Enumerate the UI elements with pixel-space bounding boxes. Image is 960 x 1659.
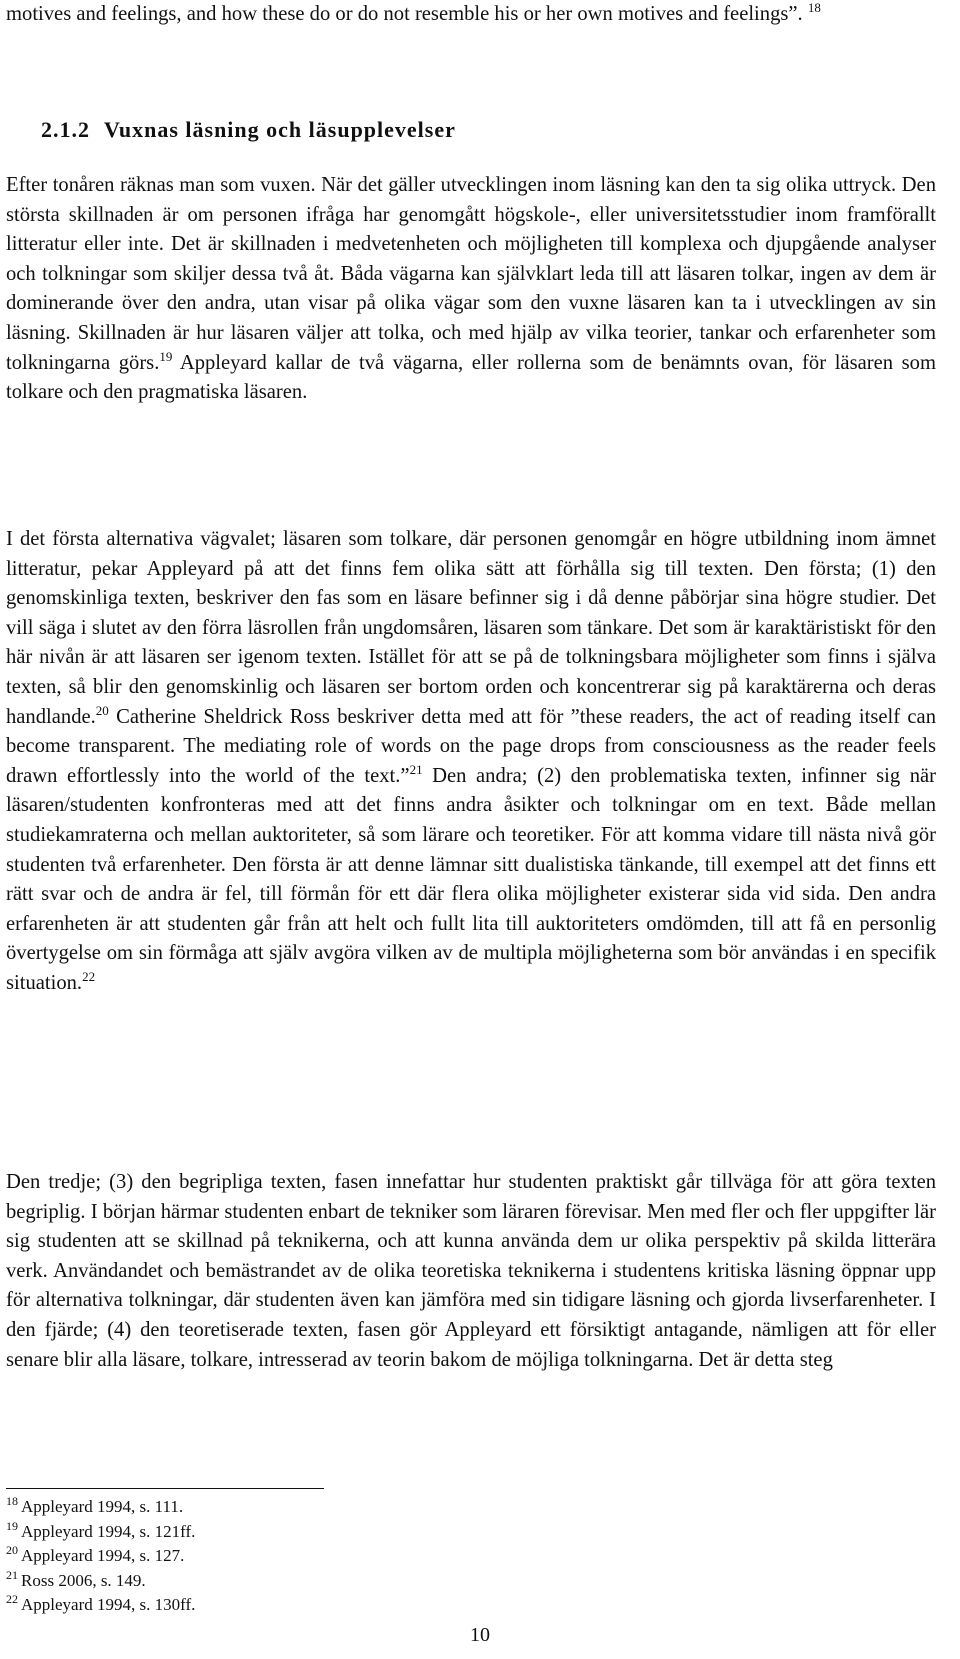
paragraph-1-text-b: Appleyard kallar de två vägarna, eller rollerna som de benämnts ovan, för läsaren som tolkare och den pragmatiska läsaren. [6, 351, 936, 404]
footnote-number: 20 [6, 1543, 18, 1558]
footnote-ref-20: 20 [95, 702, 109, 718]
intro-paragraph [6, 0, 936, 30]
section-title: Vuxnas läsning och läsupplevelser [104, 117, 456, 142]
intro-text: motives and feelings, and how these do or do not resemble his or her own motives and feelings”. [6, 3, 803, 25]
paragraph-2-text-b: Catherine Sheldrick Ross beskriver detta med att för ”these readers, the act of reading itself can become transparent. The mediating role of words on the page drops from consciousness as the reader feels drawn effortlessly into the world of the text.” [6, 705, 936, 787]
paragraph-3-text: Den tredje; (3) den begripliga texten, fasen innefattar hur studenten praktiskt går tillväga för att göra texten begriplig. I början härmar studenten enbart de tekniker som läraren förevisar. Men med fler och fler uppgifter lär sig studenten att se skillnad på teknikerna, och att kunna använda dem ur olika perspektiv på skilda litterära verk. Användandet och bemästrandet av de olika teoretiska teknikerna i studentens kritiska läsning öppnar upp för alternativa tolkningar, där studenten även kan jämföra med sin tidigare läsning och gjorda livserfarenheter. I den fjärde; (4) den teoretiserade texten, fasen gör Appleyard ett försiktigt antagande, nämligen att för eller senare blir alla läsare, tolkare, intresserad av teorin bakom de möjliga tolkningarna. Det är detta steg [6, 1171, 936, 1371]
footnote-ref-19: 19 [159, 348, 173, 364]
footnote-text: Appleyard 1994, s. 121ff. [21, 1521, 196, 1541]
section-number: 2.1.2 [41, 117, 90, 142]
paragraph-2 [6, 525, 936, 999]
paragraph-1 [6, 171, 936, 408]
footnote-number: 19 [6, 1518, 18, 1533]
paragraph-2-text-c: Den andra; (2) den problematiska texten, infinner sig när läsaren/studenten konfronteras med att det finns andra åsikter och tolkningar om en text. Både mellan studiekamraterna och mellan auktoriteter, så som lärare och teoretiker. För att komma vidare till nästa nivå gör studenten två erfarenheter. Den första är att denne lämnar sitt dualistiska tänkande, till exempel att det finns ett rätt svar och de andra är fel, till förmån för ett där flera olika möjligheter existerar sida vid sida. Den andra erfarenheten är att studenten går från att helt och fullt lita till auktoriteters omdömden, till att få en personlig övertygelse om sin förmåga att själv avgöra vilken av de multipla möjligheterna som bör användas i en specifik situation. [6, 764, 936, 994]
footnote-number: 21 [6, 1567, 18, 1582]
paragraph-2-text-a: I det första alternativa vägvalet; läsaren som tolkare, där personen genomgår en högre utbildning inom ämnet litteratur, pekar Appleyard på att det finns fem olika sätt att förhålla sig till texten. Den första; (1) den genomskinliga texten, beskriver den fas som en läsare befinner sig i då denne påbörjar sina högre studier. Det vill säga i slutet av den förra läsrollen från ungdomsåren, läsaren som tänkare. Det som är karaktäristiskt för den här nivån är att läsaren ser igenom texten. Istället för att se på de tolkningsbara möjligheter som finns i själva texten, så blir den genomskinlig och läsaren ser bortom orden och koncentrerar sig på karaktärerna och deras handlande. [6, 528, 936, 728]
footnote-text: Appleyard 1994, s. 130ff. [21, 1595, 196, 1614]
footnote-ref-22: 22 [82, 969, 96, 985]
page-number: 10 [470, 1624, 490, 1646]
footnote [6, 1569, 606, 1594]
footnote [6, 1520, 606, 1545]
paragraph-3 [6, 1168, 936, 1375]
footnote-number: 18 [6, 1494, 18, 1509]
footnote-text: Appleyard 1994, s. 127. [21, 1546, 185, 1565]
footnote-ref-21: 21 [409, 761, 423, 777]
footnote-text: Ross 2006, s. 149. [21, 1570, 146, 1590]
footnote-number: 22 [6, 1592, 18, 1607]
footnotes [6, 1495, 606, 1618]
footnote-ref-18: 18 [807, 0, 821, 16]
footnote-text: Appleyard 1994, s. 111. [21, 1497, 184, 1516]
paragraph-1-text-a: Efter tonåren räknas man som vuxen. När det gäller utvecklingen inom läsning kan den ta sig olika uttryck. Den största skillnaden är om personen ifråga har genomgått högskole-, eller universitetsstudier inom framförallt litteratur eller inte. Det är skillnaden i medvetenheten och möjligheten till komplexa och djupgående analyser och tolkningar som skiljer dessa två åt. Båda vägarna kan självklart leda till att läsaren tolkar, ingen av dem är dominerande över den andra, utan visar på olika vägar som den vuxne läsaren kan ta i utvecklingen av sin läsning. Skillnaden är hur läsaren väljer att tolka, och med hjälp av vilka teorier, tankar och erfarenheter som tolkningarna görs. [6, 174, 936, 374]
section-heading [41, 117, 456, 143]
footnote [6, 1495, 606, 1520]
footnote-divider [6, 1488, 324, 1489]
footnote [6, 1593, 606, 1618]
footnote [6, 1544, 606, 1569]
